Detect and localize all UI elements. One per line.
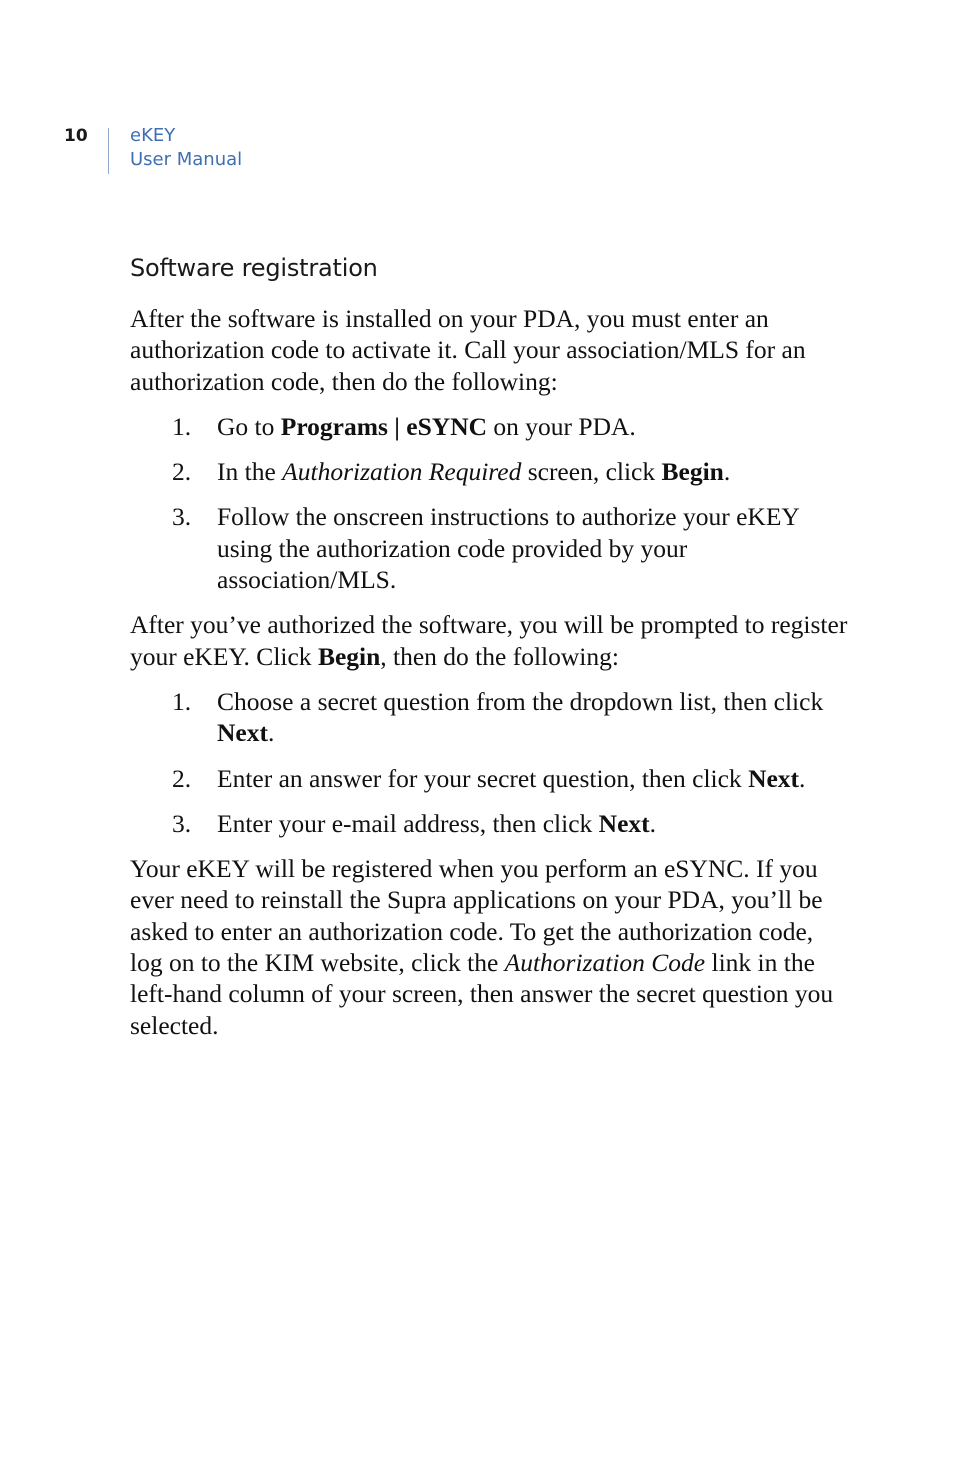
paragraph-text: link in the left-hand column of your screen, then answer the secret question you selected. bbox=[130, 948, 834, 1040]
paragraph-text: After you’ve authorized the software, you will be prompted to register your eKEY. Click bbox=[130, 610, 848, 671]
running-header bbox=[130, 124, 242, 172]
step-text: Choose a secret question from the dropdown list, then click bbox=[217, 686, 824, 716]
step-number: 3. bbox=[172, 808, 192, 838]
step-text: screen, click bbox=[521, 457, 662, 487]
button-name: Next bbox=[217, 718, 268, 748]
section-title: Software registration bbox=[130, 254, 378, 282]
step-number: 2. bbox=[172, 457, 192, 487]
button-name: Next bbox=[748, 763, 800, 793]
step-number: 1. bbox=[172, 411, 192, 441]
registration-steps bbox=[130, 686, 850, 839]
step-text: Enter your e-mail address, then click bbox=[217, 808, 599, 838]
page-content bbox=[130, 250, 850, 1055]
step-number: 3. bbox=[172, 502, 192, 532]
list-item bbox=[130, 763, 850, 794]
paragraph-text: , then do the following: bbox=[380, 641, 619, 671]
step-text: . bbox=[649, 808, 657, 838]
step-text: . bbox=[799, 763, 806, 793]
activation-steps bbox=[130, 411, 850, 595]
menu-path: Programs | eSYNC bbox=[280, 411, 488, 441]
header-product: eKEY bbox=[130, 125, 176, 146]
step-text: Enter an answer for your secret question, then click bbox=[217, 763, 749, 793]
step-text: on your PDA. bbox=[487, 411, 636, 441]
list-item bbox=[130, 686, 850, 749]
list-item bbox=[130, 808, 850, 839]
step-number: 1. bbox=[172, 686, 192, 716]
button-name: Next bbox=[598, 808, 650, 838]
step-text: Go to bbox=[217, 411, 281, 441]
intro-paragraph: After the software is installed on your PDA, you must enter an authorization code to activate it. Call your association/MLS for an authorization code, then do the following: bbox=[130, 304, 806, 396]
header-doc-type: User Manual bbox=[130, 149, 243, 170]
page-number: 10 bbox=[64, 126, 88, 146]
step-number: 2. bbox=[172, 763, 192, 793]
list-item bbox=[130, 501, 850, 595]
button-name: Begin bbox=[661, 457, 724, 487]
step-text: . bbox=[267, 718, 275, 748]
header-divider bbox=[108, 128, 109, 174]
list-item bbox=[130, 411, 850, 442]
closing-paragraph bbox=[130, 853, 850, 1041]
list-item bbox=[130, 456, 850, 487]
step-text: In the bbox=[217, 457, 283, 487]
button-name: Begin bbox=[317, 641, 381, 671]
registration-paragraph bbox=[130, 609, 850, 672]
link-name: Authorization Code bbox=[504, 948, 706, 978]
paragraph-text: Your eKEY will be registered when you perform an eSYNC. If you ever need to reinstall the Supra applications on your PDA, you’ll be asked to enter an authorization code. To get the authorization code, log on to the KIM website, click the bbox=[130, 854, 823, 978]
step-text: Follow the onscreen instructions to authorize your eKEY using the authorization code provided by your association/MLS. bbox=[217, 502, 799, 595]
step-text: . bbox=[723, 457, 731, 487]
screen-name: Authorization Required bbox=[282, 457, 522, 487]
